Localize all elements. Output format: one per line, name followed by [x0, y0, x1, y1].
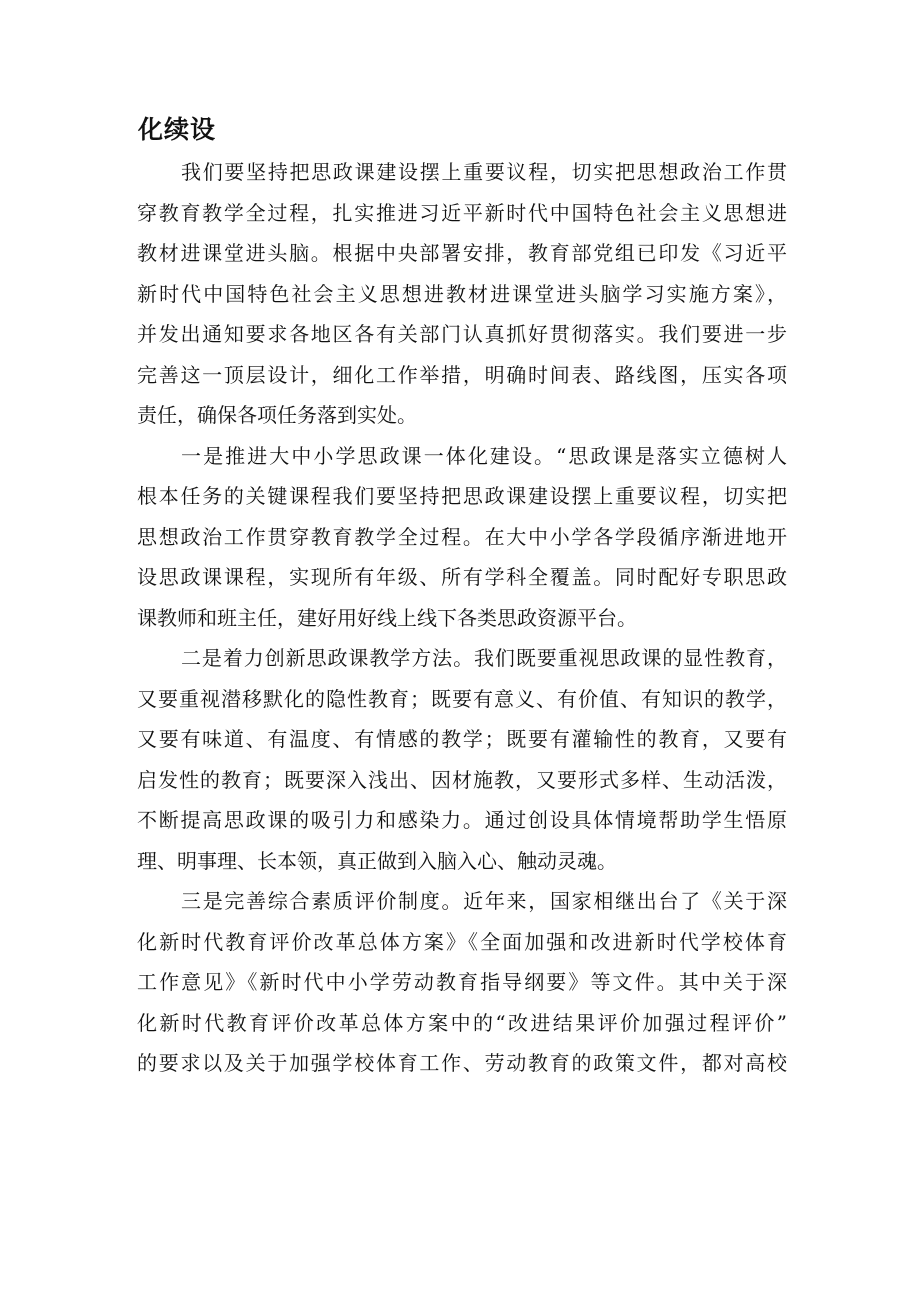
text-line: 启发性的教育；既要深入浅出、因材施教，又要形式多样、生动活泼，	[137, 767, 787, 792]
text-line: 化新时代教育评价改革总体方案中的“改进结果评价加强过程评价”	[137, 1010, 787, 1035]
text-line: 并发出通知要求各地区各有关部门认真抓好贯彻落实。我们要进一步	[137, 322, 787, 346]
body-text	[137, 152, 787, 1084]
text-line: 教材进课堂进头脑。根据中央部署安排，教育部党组已印发《习近平	[137, 241, 787, 265]
text-line: 的要求以及关于加强学校体育工作、劳动教育的政策文件，都对高校	[137, 1051, 787, 1075]
text-line: 工作意见》《新时代中小学劳动教育指导纲要》等文件。其中关于深	[137, 970, 787, 994]
text-line: 完善这一顶层设计，细化工作举措，明确时间表、路线图，压实各项	[137, 362, 787, 387]
text-line: 又要有味道、有温度、有情感的教学；既要有灌输性的教育，又要有	[137, 727, 787, 751]
text-line: 理、明事理、长本领，真正做到入脑入心、触动灵魂。	[137, 848, 617, 873]
text-line: 化新时代教育评价改革总体方案》《全面加强和改进新时代学校体育	[137, 929, 787, 954]
text-line: 穿教育教学全过程，扎实推进习近平新时代中国特色社会主义思想进	[137, 200, 787, 225]
text-line: 一是推进大中小学思政课一体化建设。“思政课是落实立德树人	[181, 443, 787, 468]
text-line: 根本任务的关键课程我们要坚持把思政课建设摆上重要议程，切实把	[137, 484, 787, 508]
text-line: 三是完善综合素质评价制度。近年来，国家相继出台了《关于深	[181, 889, 787, 913]
text-line: 又要重视潜移默化的隐性教育；既要有意义、有价值、有知识的教学，	[137, 686, 787, 711]
text-line: 思想政治工作贯穿教育教学全过程。在大中小学各学段循序渐进地开	[137, 524, 787, 549]
text-line: 课教师和班主任，建好用好线上线下各类思政资源平台。	[137, 605, 637, 630]
text-line: 我们要坚持把思政课建设摆上重要议程，切实把思想政治工作贯	[181, 160, 787, 184]
text-line: 新时代中国特色社会主义思想进教材进课堂进头脑学习实施方案》，	[137, 281, 787, 306]
text-line: 不断提高思政课的吸引力和感染力。通过创设具体情境帮助学生悟原	[137, 808, 787, 832]
text-line: 二是着力创新思政课教学方法。我们既要重视思政课的显性教育，	[181, 646, 787, 670]
text-line: 责任，确保各项任务落到实处。	[137, 403, 417, 427]
section-heading: 化续设	[138, 115, 217, 144]
text-line: 设思政课课程，实现所有年级、所有学科全覆盖。同时配好专职思政	[137, 565, 787, 589]
